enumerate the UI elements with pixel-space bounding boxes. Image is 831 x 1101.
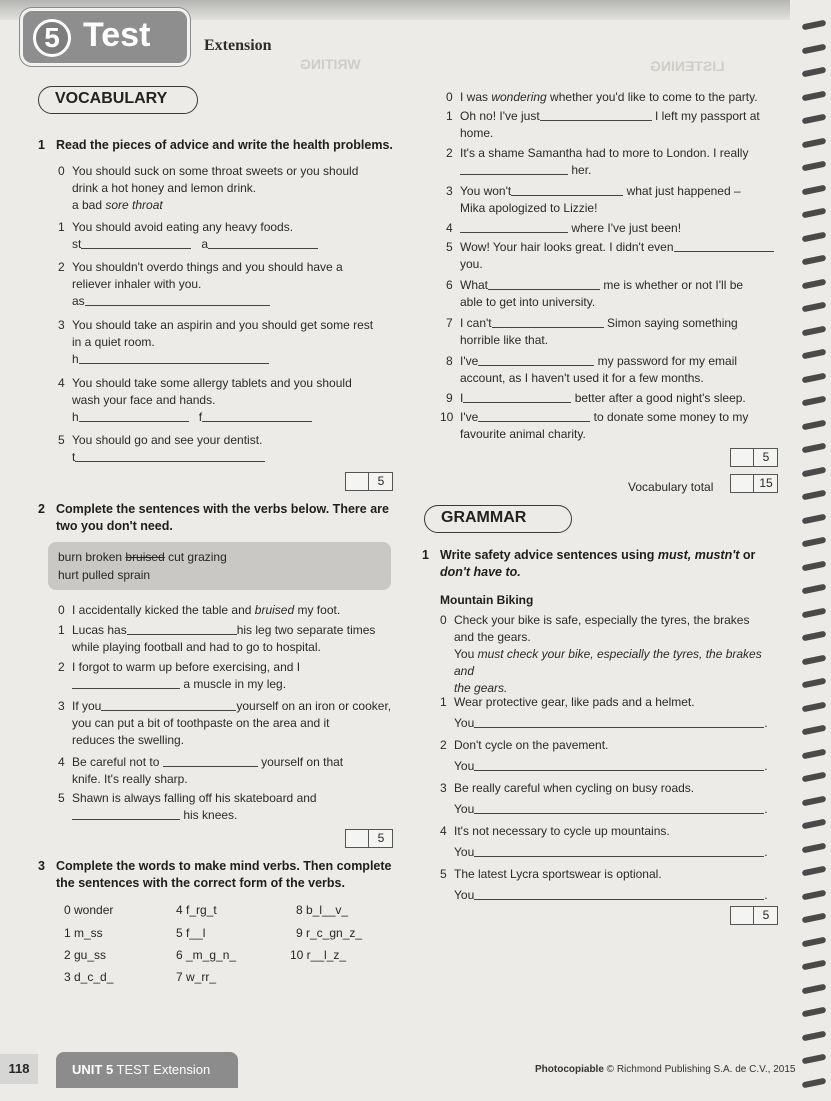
spiral-coil <box>802 161 827 172</box>
spiral-coil <box>802 560 827 571</box>
mind-verb-cell: 9 r_c_gn_z_ <box>296 926 363 940</box>
vocab-q2-item-2: 2 I forgot to warm up before exercising, and I a muscle in my leg. <box>58 660 301 691</box>
spiral-coil <box>802 255 827 266</box>
vocab-q3-sentence-9: 9 I better after a good night's sleep. <box>446 391 746 405</box>
vocab-q3-sentence-3: 3 You won't what just happened – Mika apologized to Lizzie! <box>446 184 741 215</box>
vocab-q1-title: 1 Read the pieces of advice and write the health problems. <box>38 138 393 152</box>
spiral-coil <box>802 678 827 689</box>
answer-blank[interactable] <box>540 108 652 121</box>
vocab-q1-item-4: 4 You should take some allergy tablets and you should wash your face and hands. h f <box>58 376 352 424</box>
grammar-q1-example: 0 Check your bike is safe, especially the tyres, the brakes and the gears. You must check your bike, especially the tyres, the brakes and the gears. <box>440 613 762 695</box>
grammar-q1-title: 1 Write safety advice sentences using must, mustn't or don't have to. <box>422 548 756 579</box>
answer-blank[interactable] <box>101 698 236 711</box>
spiral-coil <box>802 396 827 407</box>
answer-blank[interactable] <box>463 390 571 403</box>
spiral-coil <box>802 443 827 454</box>
test-header-tab <box>20 8 190 66</box>
vocab-q1-item-5: 5 You should go and see your dentist. t <box>58 432 398 466</box>
mind-verb-cell: 0 wonder <box>64 903 114 917</box>
answer-blank[interactable] <box>488 277 600 290</box>
spiral-coil <box>802 772 827 783</box>
mind-verb-cell: 6 _m_g_n_ <box>176 948 237 962</box>
vocab-q3-sentence-7: 7 I can't Simon saying something horrible like that. <box>446 316 738 347</box>
mind-verb-cell: 2 gu_ss <box>64 948 107 962</box>
spiral-coil <box>802 372 827 383</box>
vocab-q2-item-5: 5 Shawn is always falling off his skateboard and his knees. <box>58 791 317 822</box>
spiral-coil <box>802 748 827 759</box>
spiral-coil <box>802 795 827 806</box>
spiral-coil <box>802 90 827 101</box>
spiral-coil <box>802 349 827 360</box>
answer-blank[interactable] <box>72 676 180 689</box>
spiral-coil <box>802 889 827 900</box>
grammar-q1-item-1: 1 Wear protective gear, like pads and a helmet. You . <box>440 695 768 730</box>
answer-blank[interactable] <box>674 239 774 252</box>
spiral-coil <box>802 960 827 971</box>
vocab-q3-sentence-10: 10 I've to donate some money to my favourite animal charity. <box>440 410 749 441</box>
mind-verb-cell: 3 d_c_d_ <box>64 970 114 984</box>
vocab-q1-score-box[interactable]: 5 <box>345 472 393 491</box>
vocab-q2-item-3: 3 If you yourself on an iron or cooker, you can put a bit of toothpaste on the area and it reduces the swelling. <box>58 699 392 747</box>
copyright-notice: Photocopiable © Richmond Publishing S.A. de C.V., 2015 <box>535 1064 796 1075</box>
spiral-coil <box>802 654 827 665</box>
vocab-q3-sentence-8: 8 I've my password for my email account, as I haven't used it for a few months. <box>446 354 738 385</box>
bleed-through-text: WRITING <box>300 56 361 72</box>
vocab-q2-score-box[interactable]: 5 <box>345 829 393 848</box>
answer-blank[interactable] <box>202 409 312 422</box>
answer-blank[interactable] <box>208 236 318 249</box>
mind-verb-cell: 1 m_ss <box>64 926 103 940</box>
spiral-coil <box>802 1007 827 1018</box>
spiral-coil <box>802 513 827 524</box>
answer-line[interactable] <box>474 801 764 814</box>
word-bank-box: burn broken bruised cut grazing hurt pulled sprain <box>48 542 391 590</box>
answer-blank[interactable] <box>75 449 265 462</box>
spiral-coil <box>802 43 827 54</box>
vocab-q2-item-4: 4 Be careful not to yourself on that knife. It's really sharp. <box>58 755 344 786</box>
spiral-coil <box>802 866 827 877</box>
vocabulary-total-label: Vocabulary total <box>628 480 714 494</box>
spiral-coil <box>802 1030 827 1041</box>
vocab-q3-sentence-1: 1 Oh no! I've just I left my passport at home. <box>446 109 760 140</box>
spiral-coil <box>802 607 827 618</box>
spiral-coil <box>802 983 827 994</box>
grammar-section-pill: GRAMMAR <box>424 505 572 533</box>
mountain-biking-subtitle: Mountain Biking <box>440 593 534 607</box>
spiral-coil <box>802 490 827 501</box>
test-title: Test <box>83 16 151 54</box>
spiral-coil <box>802 819 827 830</box>
mind-verb-cell: 7 w_rr_ <box>176 970 217 984</box>
vocab-q2-item-1: 1 Lucas has his leg two separate times while playing football and had to go to hospital. <box>58 623 376 654</box>
grammar-q1-item-3: 3 Be really careful when cycling on busy roads. You . <box>440 781 768 816</box>
answer-blank[interactable] <box>460 162 568 175</box>
mind-verb-cell: 4 f_rg_t <box>176 903 217 917</box>
vocab-q1-item-3: 3 You should take an aspirin and you should get some rest in a quiet room. h <box>58 318 374 366</box>
vocab-q3-sentence-2: 2 It's a shame Samantha had to more to London. I really her. <box>446 146 749 177</box>
spiral-binding <box>798 0 831 1101</box>
vocab-q3-sentence-4: 4 where I've just been! <box>446 221 682 235</box>
mind-verb-cell: 8 b_l__v_ <box>296 903 349 917</box>
grammar-q1-item-2: 2 Don't cycle on the pavement. You . <box>440 738 768 773</box>
vocab-q1-item-2: 2 You shouldn't overdo things and you should have a reliever inhaler with you. as <box>58 260 343 308</box>
answer-blank[interactable] <box>79 351 269 364</box>
grammar-q1-item-5: 5 The latest Lycra sportswear is optional. You . <box>440 867 768 902</box>
vocab-q3-sentence-0: 0 I was wondering whether you'd like to come to the party. <box>446 90 758 104</box>
answer-line[interactable] <box>474 887 764 900</box>
footer-unit-tab: UNIT 5 TEST Extension <box>56 1052 238 1088</box>
vocab-q3-sentence-5: 5 Wow! Your hair looks great. I didn't even you. <box>446 239 786 273</box>
vocab-q3-score-box[interactable]: 5 <box>730 448 778 467</box>
answer-blank[interactable] <box>478 409 590 422</box>
spiral-coil <box>802 701 827 712</box>
answer-line[interactable] <box>474 715 764 728</box>
vocab-q1-item-0: 0 You should suck on some throat sweets or you should drink a hot honey and lemon drink. a bad sore throat <box>58 164 359 212</box>
mind-verb-cell: 5 f__l <box>176 926 206 940</box>
answer-blank[interactable] <box>492 315 604 328</box>
spiral-coil <box>802 1077 827 1088</box>
answer-blank[interactable] <box>81 236 191 249</box>
answer-line[interactable] <box>474 844 764 857</box>
vocab-q2-item-0: 0 I accidentally kicked the table and bruised my foot. <box>58 603 341 617</box>
answer-blank[interactable] <box>460 220 568 233</box>
spiral-coil <box>802 936 827 947</box>
spiral-coil <box>802 537 827 548</box>
grammar-q1-item-4: 4 It's not necessary to cycle up mountains. You . <box>440 824 768 859</box>
extension-label: Extension <box>204 37 272 54</box>
answer-blank[interactable] <box>511 183 623 196</box>
spiral-coil <box>802 231 827 242</box>
answer-blank[interactable] <box>163 754 258 767</box>
mind-verb-cell: 10 r__l_z_ <box>290 948 347 962</box>
answer-blank[interactable] <box>127 622 237 635</box>
spiral-coil <box>802 325 827 336</box>
spiral-coil <box>802 631 827 642</box>
answer-blank[interactable] <box>478 353 594 366</box>
grammar-q1-score-box[interactable]: 5 <box>730 906 778 925</box>
spiral-coil <box>802 419 827 430</box>
vocab-q1-item-1: 1 You should avoid eating any heavy foods. st a <box>58 219 398 253</box>
spiral-coil <box>802 278 827 289</box>
spiral-coil <box>802 208 827 219</box>
spiral-coil <box>802 137 827 148</box>
page-number: 118 <box>0 1054 38 1084</box>
vocabulary-total-box[interactable]: 15 <box>730 474 778 493</box>
spiral-coil <box>802 584 827 595</box>
vocab-q3-title: 3 Complete the words to make mind verbs. Then complete the sentences with the correct form of the verbs. <box>38 859 392 890</box>
bleed-through-text: LISTENING <box>650 58 725 74</box>
vocab-q2-title: 2 Complete the sentences with the verbs below. There are two you don't need. <box>38 502 389 533</box>
spiral-coil <box>802 114 827 125</box>
answer-blank[interactable] <box>79 409 189 422</box>
spiral-coil <box>802 67 827 78</box>
spiral-coil <box>802 302 827 313</box>
spiral-coil <box>802 184 827 195</box>
spiral-coil <box>802 842 827 853</box>
spiral-coil <box>802 725 827 736</box>
unit-number-badge: 5 <box>33 19 71 57</box>
answer-line[interactable] <box>474 758 764 771</box>
answer-blank[interactable] <box>85 293 270 306</box>
spiral-coil <box>802 466 827 477</box>
spiral-coil <box>802 1054 827 1065</box>
answer-blank[interactable] <box>72 807 180 820</box>
vocabulary-section-pill: VOCABULARY <box>38 86 198 114</box>
spiral-coil <box>802 20 827 31</box>
spiral-coil <box>802 913 827 924</box>
vocab-q3-sentence-6: 6 What me is whether or not I'll be able to get into university. <box>446 278 744 309</box>
